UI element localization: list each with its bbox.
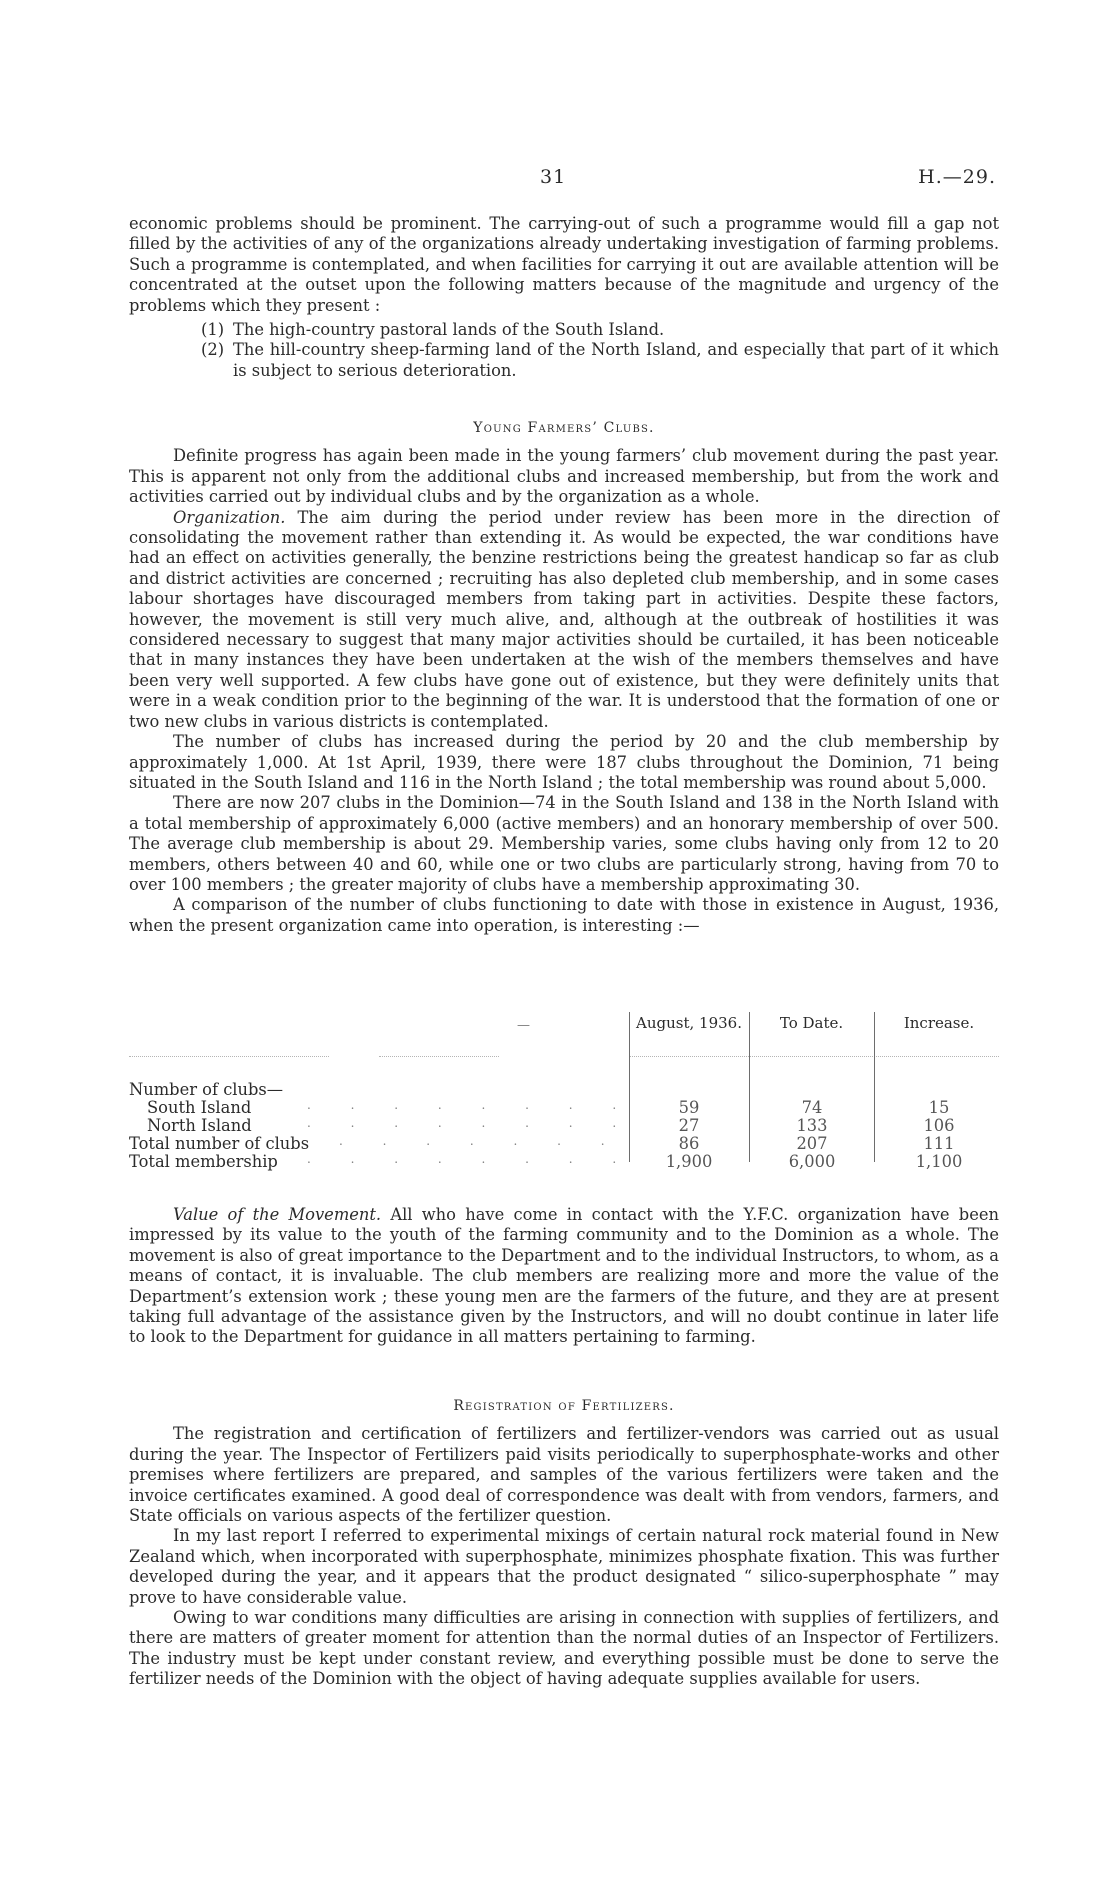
leader-dots: . . . . . . . . <box>307 1116 635 1130</box>
table-rule <box>629 1056 999 1057</box>
paragraph-lead-organization: Organization. <box>173 507 286 527</box>
leader-dots: . . . . . . . . <box>307 1152 635 1166</box>
table-cell: 111 <box>923 1134 955 1153</box>
table-column-header: Increase. <box>903 1014 975 1032</box>
table-header-stub: — <box>517 1018 530 1033</box>
paragraph-lead-value: Value of the Movement. <box>173 1205 382 1224</box>
table-cell: 207 <box>796 1134 828 1153</box>
paragraph-progress: Definite progress has again been made in the young farmers’ club movement during the past year. This is apparent not only from the additional clubs and increased membership, but from the work and activities carried out by individual clubs and by the organization as a whole. <box>129 446 999 507</box>
table-row-label: Total number of clubs <box>129 1134 310 1153</box>
table-group-label: Number of clubs— <box>129 1080 284 1099</box>
section-heading-fertilizers: Registration of Fertilizers. <box>453 1398 675 1414</box>
table-cell: 133 <box>796 1116 828 1135</box>
table-row <box>129 1098 999 1118</box>
table-cell: 59 <box>678 1098 700 1117</box>
list-item <box>201 340 999 381</box>
problem-list <box>201 320 999 381</box>
table-row-label: South Island <box>147 1098 252 1117</box>
leader-dots: . . . . . . . . <box>307 1098 635 1112</box>
paragraph-value-text: All who have come in contact with the Y.F.C. organization have been impressed by its value to the youth of the farming community and to the Dominion as a whole. The movement is also of great importance to the Department and to the individual Instructors, to whom, as a means of contact, it is invaluable. The club members are realizing more and more the value of the Department’s extension work ; these young men are the farmers of the future, and they are at present taking full advantage of the assistance given by the Instructors, and will no doubt continue in later life to look to the Department for guidance in all matters pertaining to farming. <box>129 1205 999 1347</box>
paragraph-registration: The registration and certification of fertilizers and fertilizer-vendors was carried out as usual during the year. The Inspector of Fertilizers paid visits periodically to superphosphate-works and other premises where fertilizers are prepared, and samples of the various fertilizers were taken and the invoice certificates examined. A good deal of correspondence was dealt with from vendors, farmers, and State officials on various aspects of the fertilizer question. <box>129 1424 999 1526</box>
table-row-label: Total membership <box>129 1152 278 1171</box>
table-group-row <box>129 1080 999 1100</box>
intro-paragraph: economic problems should be prominent. The carrying-out of such a programme would fill a gap not filled by the activities of any of the organizations already undertaking investigation of farming problems. Such a programme is contemplated, and when facilities for carrying it out are available attention will be concentrated at the outset upon the following matters because of the magnitude and urgency of the problems which they present : <box>129 214 999 315</box>
table-rule <box>379 1056 499 1057</box>
list-item-number: (1) <box>201 320 225 340</box>
paragraph-silico-superphosphate: In my last report I referred to experimental mixings of certain natural rock material found in New Zealand which, when incorporated with superphosphate, minimizes phosphate fixation. This was further developed during the year, and it appears that the product designated “ silico-superphosphate ” may prove to have considerable value. <box>129 1526 999 1607</box>
document-reference: H.—29. <box>918 166 996 188</box>
list-item-text: The high-country pastoral lands of the South Island. <box>233 320 665 340</box>
paragraph-war-conditions: Owing to war conditions many difficulties are arising in connection with supplies of fertilizers, and there are matters of greater moment for attention than the normal duties of an Inspector of Fertilizers. The industry must be kept under constant review, and everything possible must be done to serve the fertilizer needs of the Dominion with the object of having adequate supplies available for users. <box>129 1608 999 1689</box>
paragraph-club-numbers: The number of clubs has increased during the period by 20 and the club membership by approximately 1,000. At 1st April, 1939, there were 187 clubs throughout the Dominion, 71 being situated in the South Island and 116 in the North Island ; the total membership was round about 5,000. <box>129 732 999 792</box>
table-cell: 106 <box>923 1116 955 1135</box>
table-row <box>129 1134 999 1154</box>
value-of-movement-block <box>129 1205 999 1348</box>
paragraph-organization <box>129 508 999 732</box>
paragraph-organization-text: The aim during the period under review has been more in the direction of consolidating the movement rather than extending it. As would be expected, the war conditions have had an effect on activities generally, the benzine restrictions being the greatest handicap so far as club and district activities are concerned ; recruiting has also depleted club membership, and in some cases labour shortages have discouraged members from taking part in activities. Despite these factors, however, the movement is still very much alive, and, although at the outbreak of hostilities it was considered necessary to suggest that many major activities should be curtailed, it has been noticeable that in many instances they have been undertaken at the wish of the members themselves and have been very well supported. A few clubs have gone out of existence, but they were definitely units that were in a weak condition prior to the beginning of the war. It is understood that the formation of one or two new clubs in various districts is contemplated. <box>129 507 999 731</box>
paragraph-club-membership: There are now 207 clubs in the Dominion—74 in the South Island and 138 in the North Island with a total membership of approximately 6,000 (active members) and an honorary membership of over 500. The average club membership is about 29. Membership varies, some clubs having only from 12 to 20 members, others between 40 and 60, while one or two clubs are particularly strong, having from 70 to over 100 members ; the greater majority of clubs have a membership approximating 30. <box>129 793 999 894</box>
page-number: 31 <box>540 166 567 188</box>
intro-block <box>129 214 999 381</box>
table-cell: 86 <box>678 1134 700 1153</box>
table-row-label: North Island <box>147 1116 252 1135</box>
table-cell: 1,100 <box>915 1152 963 1171</box>
table-cell: 6,000 <box>788 1152 836 1171</box>
table-rule <box>129 1056 329 1057</box>
table-cell: 27 <box>678 1116 700 1135</box>
table-cell: 15 <box>928 1098 950 1117</box>
list-item-text: The hill-country sheep-farming land of the North Island, and especially that part of it which is subject to serious deterioration. <box>233 340 999 380</box>
table-column-header: August, 1936. <box>636 1014 742 1032</box>
paragraph-value-of-movement <box>129 1205 999 1348</box>
clubs-comparison-table <box>129 992 999 1171</box>
list-item <box>201 320 999 340</box>
leader-dots: . . . . . . . <box>339 1134 623 1148</box>
table-row <box>129 1152 999 1172</box>
table-row <box>129 1116 999 1136</box>
paragraph-comparison-intro: A comparison of the number of clubs functioning to date with those in existence in August, 1936, when the present organization came into operation, is interesting :— <box>129 895 999 935</box>
table-column-header: To Date. <box>779 1014 844 1032</box>
list-item-number: (2) <box>201 340 225 360</box>
fertilizers-section <box>129 1396 999 1690</box>
young-farmers-section <box>129 418 999 936</box>
section-heading-young-farmers: Young Farmers’ Clubs. <box>473 420 655 436</box>
table-cell: 1,900 <box>665 1152 713 1171</box>
table-cell: 74 <box>801 1098 823 1117</box>
